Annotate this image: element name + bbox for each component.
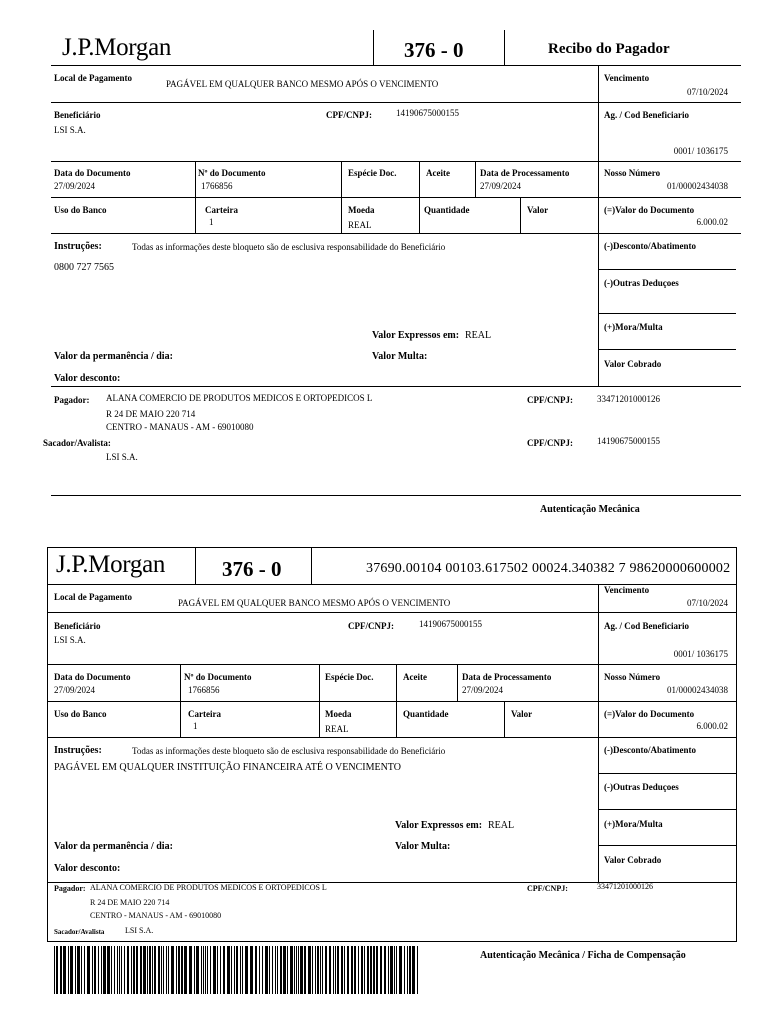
valor-label: Valor [527, 205, 549, 215]
nosso-numero-label: Nosso Número [604, 672, 661, 682]
moeda-label: Moeda [348, 205, 375, 215]
autenticacao-label: Autenticação Mecânica [540, 504, 640, 515]
nosso-numero-value: 01/00002434038 [666, 685, 728, 695]
pagador-cpf-label: CPF/CNPJ: [527, 395, 573, 405]
instrucoes-line2: PAGÁVEL EM QUALQUER INSTITUIÇÃO FINANCEIRA ATÉ O VENCIMENTO [54, 762, 401, 773]
valor-desconto-label: Valor desconto: [54, 373, 121, 384]
sacador-value: LSI S.A. [125, 926, 154, 935]
outras-deducoes-label: (-)Outras Deduçoes [604, 278, 679, 288]
sacador-label: Sacador/Avalista [54, 928, 105, 936]
data-documento-value: 27/09/2024 [54, 181, 96, 191]
pagador-cpf-value: 33471201000126 [597, 394, 660, 404]
data-documento-value: 27/09/2024 [54, 685, 96, 695]
local-pagamento-value: PAGÁVEL EM QUALQUER BANCO MESMO APÓS O VENCIMENTO [166, 79, 439, 89]
barcode [54, 946, 420, 994]
beneficiario-label: Beneficiário [54, 110, 101, 120]
phone-number: 0800 727 7565 [54, 262, 114, 273]
vencimento-value: 07/10/2024 [686, 87, 728, 97]
valor-desconto-label: Valor desconto: [54, 863, 121, 874]
agencia-label: Ag. / Cod Beneficiario [604, 110, 689, 120]
quantidade-label: Quantidade [424, 205, 470, 215]
instrucoes-text: Todas as informações deste bloqueto são de esclusiva responsabilidade do Beneficiário [132, 242, 446, 252]
nosso-numero-label: Nosso Número [604, 168, 661, 178]
data-processamento-value: 27/09/2024 [462, 685, 504, 695]
sacador-cpf-value: 14190675000155 [597, 436, 660, 446]
mora-multa-label: (+)Mora/Multa [604, 819, 663, 829]
beneficiario-label: Beneficiário [54, 621, 101, 631]
valor-permanencia-label: Valor da permanência / dia: [54, 351, 173, 362]
numero-documento-label: Nº do Documento [184, 672, 252, 682]
moeda-value: REAL [325, 724, 349, 734]
data-processamento-label: Data de Processamento [480, 168, 570, 178]
pagador-label: Pagador: [54, 395, 90, 405]
valor-documento-value: 6.000.02 [696, 217, 728, 227]
valor-permanencia-label: Valor da permanência / dia: [54, 841, 173, 852]
numero-documento-value: 1766856 [188, 685, 220, 695]
local-pagamento-value: PAGÁVEL EM QUALQUER BANCO MESMO APÓS O VENCIMENTO [178, 598, 451, 608]
autenticacao-label: Autenticação Mecânica / Ficha de Compensação [480, 950, 686, 961]
valor-expressos-value: REAL [488, 820, 515, 831]
pagador-address1: R 24 DE MAIO 220 714 [90, 898, 170, 907]
valor-expressos-value: REAL [465, 330, 492, 341]
aceite-label: Aceite [426, 168, 450, 178]
instrucoes-label: Instruções: [54, 241, 102, 252]
vencimento-label: Vencimento [604, 585, 650, 595]
cpf-cnpj-label: CPF/CNPJ: [326, 110, 372, 120]
beneficiario-value: LSI S.A. [54, 635, 86, 645]
desconto-label: (-)Desconto/Abatimento [604, 745, 696, 755]
nosso-numero-value: 01/00002434038 [666, 181, 728, 191]
especie-doc-label: Espécie Doc. [348, 168, 397, 178]
instrucoes-label: Instruções: [54, 745, 102, 756]
instrucoes-text: Todas as informações deste bloqueto são de esclusiva responsabilidade do Beneficiário [132, 746, 446, 756]
quantidade-label: Quantidade [403, 709, 449, 719]
especie-doc-label: Espécie Doc. [325, 672, 374, 682]
agencia-label: Ag. / Cod Beneficiario [604, 621, 689, 631]
numero-documento-value: 1766856 [201, 181, 233, 191]
local-pagamento-label: Local de Pagamento [54, 592, 132, 602]
pagador-label: Pagador: [54, 884, 86, 893]
desconto-label: (-)Desconto/Abatimento [604, 241, 696, 251]
local-pagamento-label: Local de Pagamento [54, 73, 132, 83]
valor-multa-label: Valor Multa: [395, 841, 451, 852]
valor-expressos-label: Valor Expressos em: [395, 820, 483, 831]
agencia-value: 0001/ 1036175 [673, 649, 728, 659]
bank-code: 376 - 0 [222, 557, 282, 581]
mora-multa-label: (+)Mora/Multa [604, 322, 663, 332]
beneficiario-value: LSI S.A. [54, 125, 86, 135]
sacador-label: Sacador/Avalista: [43, 438, 111, 448]
pagador-cpf-value: 33471201000126 [597, 882, 653, 891]
data-documento-label: Data do Documento [54, 168, 131, 178]
data-processamento-value: 27/09/2024 [480, 181, 522, 191]
digitable-line[interactable]: 37690.00104 00103.617502 00024.340382 7 98620000600002 [366, 561, 731, 576]
carteira-value: 1 [209, 217, 214, 227]
vencimento-value: 07/10/2024 [686, 598, 728, 608]
pagador-address2: CENTRO - MANAUS - AM - 69010080 [106, 422, 254, 432]
jpmorgan-logo: J.P.Morgan [56, 551, 166, 578]
pagador-address2: CENTRO - MANAUS - AM - 69010080 [90, 911, 222, 920]
data-documento-label: Data do Documento [54, 672, 131, 682]
valor-multa-label: Valor Multa: [372, 351, 428, 362]
uso-banco-label: Uso do Banco [54, 205, 107, 215]
valor-documento-label: (=)Valor do Documento [604, 709, 695, 719]
data-processamento-label: Data de Processamento [462, 672, 552, 682]
outras-deducoes-label: (-)Outras Deduçoes [604, 782, 679, 792]
moeda-label: Moeda [325, 709, 352, 719]
carteira-label: Carteira [188, 709, 221, 719]
vencimento-label: Vencimento [604, 73, 650, 83]
pagador-address1: R 24 DE MAIO 220 714 [106, 409, 196, 419]
valor-cobrado-label: Valor Cobrado [604, 359, 662, 369]
valor-expressos-label: Valor Expressos em: [372, 330, 460, 341]
carteira-label: Carteira [205, 205, 238, 215]
jpmorgan-logo: J.P.Morgan [62, 34, 172, 61]
cpf-cnpj-value: 14190675000155 [419, 619, 482, 629]
moeda-value: REAL [348, 220, 372, 230]
sacador-cpf-label: CPF/CNPJ: [527, 438, 573, 448]
cpf-cnpj-label: CPF/CNPJ: [348, 621, 394, 631]
numero-documento-label: Nº do Documento [198, 168, 266, 178]
valor-cobrado-label: Valor Cobrado [604, 855, 662, 865]
pagador-cpf-label: CPF/CNPJ: [527, 884, 568, 893]
aceite-label: Aceite [403, 672, 427, 682]
uso-banco-label: Uso do Banco [54, 709, 107, 719]
pagador-name: ALANA COMERCIO DE PRODUTOS MEDICOS E ORTOPEDICOS L [90, 883, 327, 892]
receipt-title: Recibo do Pagador [548, 41, 670, 57]
carteira-value: 1 [193, 721, 198, 731]
cpf-cnpj-value: 14190675000155 [396, 108, 459, 118]
pagador-name: ALANA COMERCIO DE PRODUTOS MEDICOS E ORTOPEDICOS L [106, 393, 373, 403]
valor-documento-label: (=)Valor do Documento [604, 205, 695, 215]
valor-label: Valor [511, 709, 533, 719]
valor-documento-value: 6.000.02 [696, 721, 728, 731]
agencia-value: 0001/ 1036175 [673, 146, 728, 156]
bank-code: 376 - 0 [404, 38, 464, 62]
sacador-value: LSI S.A. [106, 452, 138, 462]
